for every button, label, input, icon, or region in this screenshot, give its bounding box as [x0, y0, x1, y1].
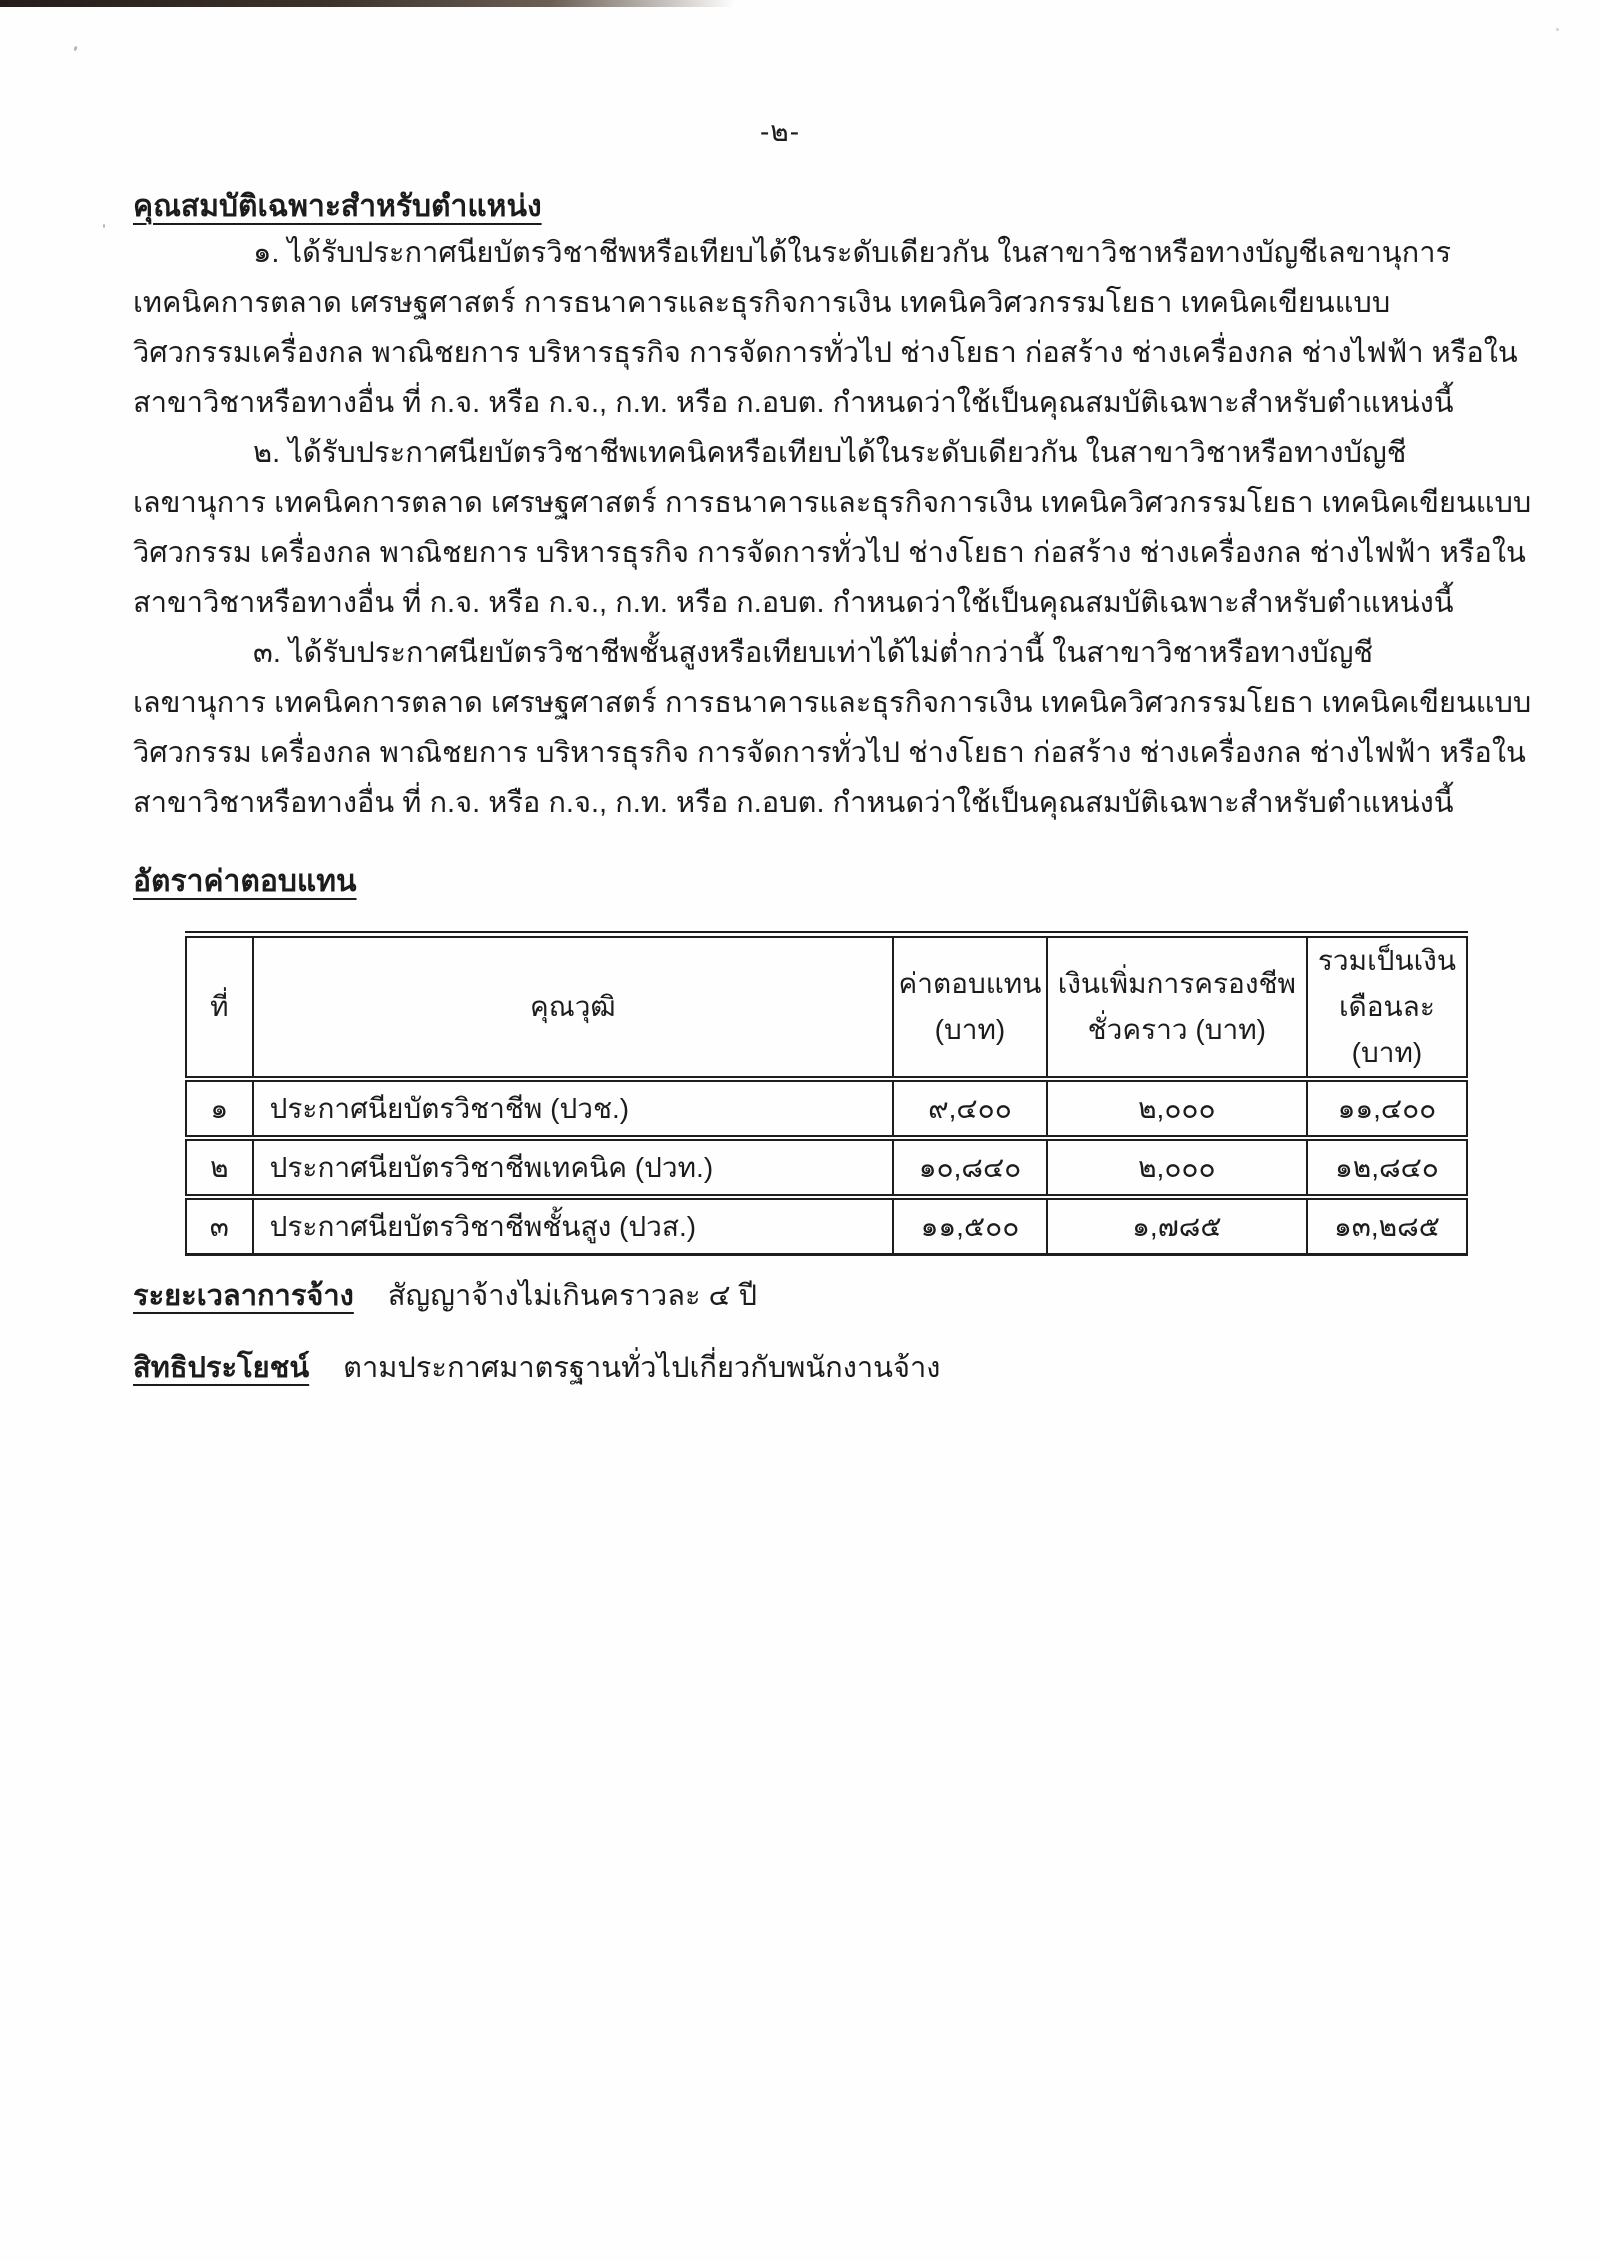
qualification-item-2-line: วิศวกรรม เครื่องกล พาณิชยการ บริหารธุรกิจ การจัดการทั่วไป ช่างโยธา ก่อสร้าง ช่างเครื่องกล ช่างไฟฟ้า หรือใน: [133, 537, 1526, 569]
column-header-label: เงินเพิ่มการครองชีพ: [1057, 968, 1296, 999]
cell-qualification: ประกาศนียบัตรวิชาชีพเทคนิค (ปวท.): [253, 1138, 894, 1197]
cell-total: ๑๒,๘๔๐: [1307, 1138, 1467, 1197]
cell-cost-of-living: ๒,๐๐๐: [1047, 1138, 1307, 1197]
section-heading-qualifications: คุณสมบัติเฉพาะสำหรับตำแหน่ง: [133, 190, 542, 223]
qualification-item-2-line: สาขาวิชาหรือทางอื่น ที่ ก.จ. หรือ ก.จ., ก.ท. หรือ ก.อบต. กำหนดว่าใช้เป็นคุณสมบัติเฉพาะสำหรับตำแหน่งนี้: [133, 587, 1454, 619]
qualification-item-3-line: ๓. ได้รับประกาศนียบัตรวิชาชีพชั้นสูงหรือเทียบเท่าได้ไม่ต่ำกว่านี้ ในสาขาวิชาหรือทางบัญชี: [253, 637, 1374, 669]
column-header-compensation: [893, 935, 1047, 1080]
cell-no: ๑: [186, 1079, 253, 1138]
qualification-item-1-line: ๑. ได้รับประกาศนียบัตรวิชาชีพหรือเทียบได้ในระดับเดียวกัน ในสาขาวิชาหรือทางบัญชีเลขานุการ: [253, 237, 1452, 269]
qualification-item-2-line: เลขานุการ เทคนิคการตลาด เศรษฐศาสตร์ การธนาคารและธุรกิจการเงิน เทคนิควิศวกรรมโยธา เทคนิคเขียนแบบ: [133, 487, 1532, 519]
scan-speck: [73, 46, 78, 52]
employment-period-label: ระยะเวลาการจ้าง: [133, 1280, 354, 1312]
qualifications-text-block: [133, 228, 1532, 828]
benefits-text: ตามประกาศมาตรฐานทั่วไปเกี่ยวกับพนักงานจ้าง: [343, 1352, 941, 1384]
benefits-row: [133, 1344, 940, 1390]
qualification-item-3-line: วิศวกรรม เครื่องกล พาณิชยการ บริหารธุรกิจ การจัดการทั่วไป ช่างโยธา ก่อสร้าง ช่างเครื่องกล ช่างไฟฟ้า หรือใน: [133, 737, 1526, 769]
qualification-item-3-line: สาขาวิชาหรือทางอื่น ที่ ก.จ. หรือ ก.จ., ก.ท. หรือ ก.อบต. กำหนดว่าใช้เป็นคุณสมบัติเฉพาะสำหรับตำแหน่งนี้: [133, 787, 1454, 819]
compensation-table: [185, 931, 1468, 1256]
column-header-total: [1307, 935, 1467, 1080]
table-row: [186, 1079, 1467, 1138]
scan-speck: [103, 224, 105, 228]
column-header-label: ค่าตอบแทน: [898, 968, 1042, 999]
table-row: [186, 1138, 1467, 1197]
column-header-cost-of-living: [1047, 935, 1307, 1080]
column-header-sublabel: เดือนละ (บาท): [1338, 991, 1435, 1068]
column-header-label: คุณวุฒิ: [529, 991, 616, 1022]
scan-speck: [1556, 28, 1559, 31]
qualification-item-1-line: วิศวกรรมเครื่องกล พาณิชยการ บริหารธุรกิจ การจัดการทั่วไป ช่างโยธา ก่อสร้าง ช่างเครื่องกล ช่างไฟฟ้า หรือใน: [133, 337, 1518, 369]
column-header-no: [186, 935, 253, 1080]
cell-qualification: ประกาศนียบัตรวิชาชีพชั้นสูง (ปวส.): [253, 1197, 894, 1255]
column-header-sublabel: ชั่วคราว (บาท): [1087, 1014, 1266, 1045]
employment-period-row: [133, 1272, 757, 1318]
cell-no: ๒: [186, 1138, 253, 1197]
employment-period-text: สัญญาจ้างไม่เกินคราวละ ๔ ปี: [387, 1280, 758, 1312]
qualification-item-3-line: เลขานุการ เทคนิคการตลาด เศรษฐศาสตร์ การธนาคารและธุรกิจการเงิน เทคนิควิศวกรรมโยธา เทคนิคเขียนแบบ: [133, 687, 1532, 719]
cell-compensation: ๑๐,๘๔๐: [893, 1138, 1047, 1197]
cell-qualification: ประกาศนียบัตรวิชาชีพ (ปวช.): [253, 1079, 894, 1138]
benefits-label: สิทธิประโยชน์: [133, 1352, 310, 1384]
page-number: -๒-: [759, 116, 801, 147]
qualification-item-1-line: เทคนิคการตลาด เศรษฐศาสตร์ การธนาคารและธุรกิจการเงิน เทคนิควิศวกรรมโยธา เทคนิคเขียนแบบ: [133, 287, 1391, 319]
column-header-label: รวมเป็นเงิน: [1317, 945, 1456, 976]
section-heading-compensation: อัตราค่าตอบแทน: [133, 865, 357, 898]
column-header-label: ที่: [210, 991, 229, 1022]
cell-total: ๑๑,๔๐๐: [1307, 1079, 1467, 1138]
qualification-item-2-line: ๒. ได้รับประกาศนียบัตรวิชาชีพเทคนิคหรือเทียบได้ในระดับเดียวกัน ในสาขาวิชาหรือทางบัญชี: [253, 437, 1407, 469]
cell-compensation: ๙,๔๐๐: [893, 1079, 1047, 1138]
cell-cost-of-living: ๒,๐๐๐: [1047, 1079, 1307, 1138]
cell-total: ๑๓,๒๘๕: [1307, 1197, 1467, 1255]
column-header-sublabel: (บาท): [934, 1014, 1006, 1045]
compensation-table-header: [186, 935, 1467, 1080]
cell-cost-of-living: ๑,๗๘๕: [1047, 1197, 1307, 1255]
column-header-qualification: [253, 935, 894, 1080]
cell-compensation: ๑๑,๕๐๐: [893, 1197, 1047, 1255]
cell-no: ๓: [186, 1197, 253, 1255]
scan-artifact-top-edge: [0, 0, 735, 7]
qualification-item-1-line: สาขาวิชาหรือทางอื่น ที่ ก.จ. หรือ ก.จ., ก.ท. หรือ ก.อบต. กำหนดว่าใช้เป็นคุณสมบัติเฉพาะสำหรับตำแหน่งนี้: [133, 387, 1454, 419]
table-row: [186, 1197, 1467, 1255]
